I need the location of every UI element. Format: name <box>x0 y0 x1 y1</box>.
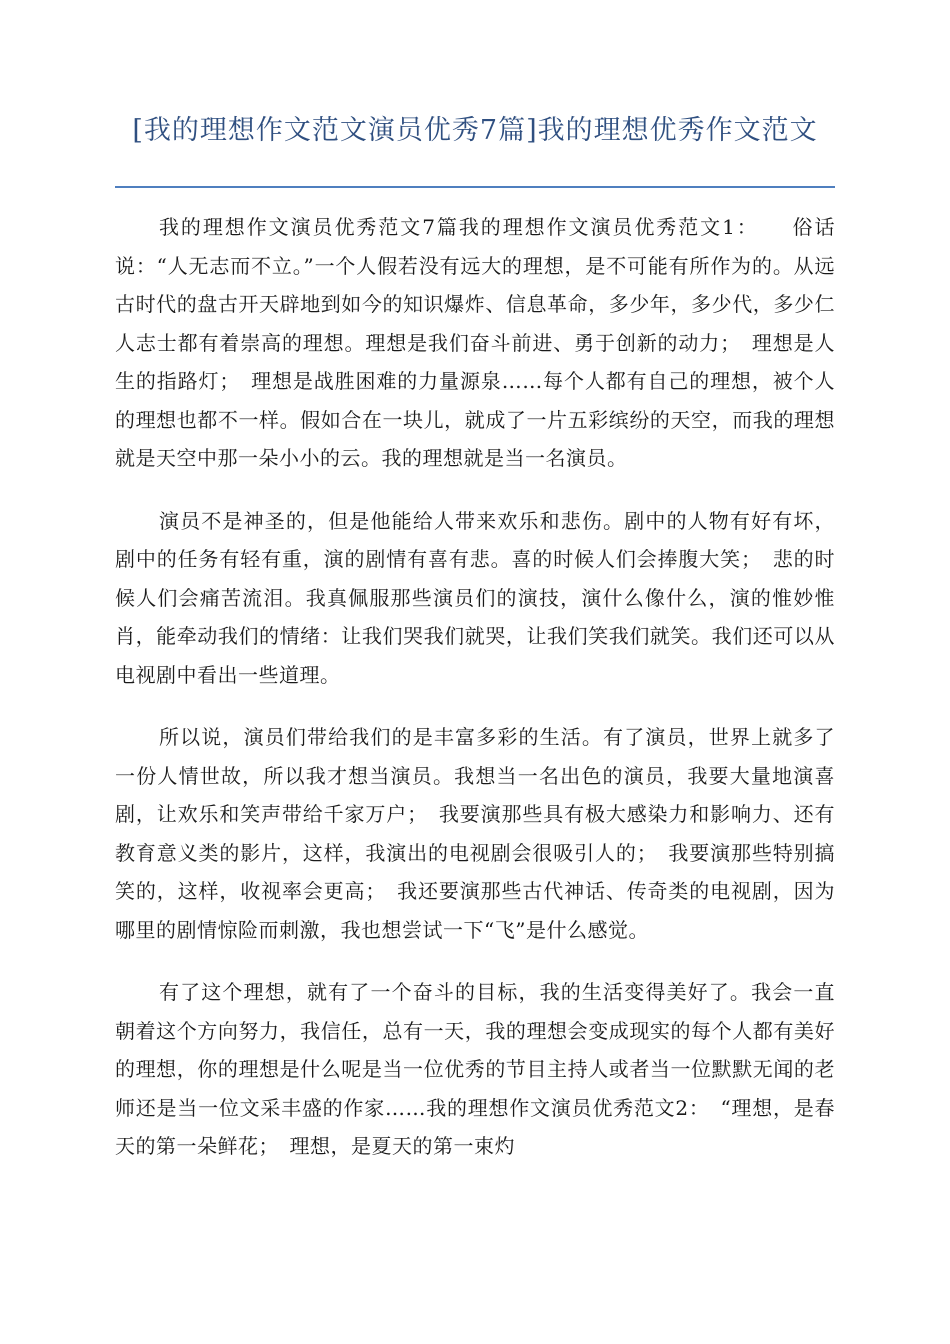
paragraph-1: 我的理想作文演员优秀范文7篇我的理想作文演员优秀范文1： 俗话说：“人无志而不立。”一个人假若没有远大的理想，是不可能有所作为的。从远古时代的盘古开天辟地到如今的知识爆炸、信息革命，多少年，多少代，多少仁人志士都有着崇高的理想。理想是我们奋斗前进、勇于创新的动力； 理想是人生的指路灯； 理想是战胜困难的力量源泉……每个人都有自己的理想，被个人的理想也都不一样。假如合在一块儿，就成了一片五彩缤纷的天空，而我的理想就是天空中那一朵小小的云。我的理想就是当一名演员。 <box>115 215 835 470</box>
paragraph-3: 所以说，演员们带给我们的是丰富多彩的生活。有了演员，世界上就多了一份人情世故，所以我才想当演员。我想当一名出色的演员，我要大量地演喜剧，让欢乐和笑声带给千家万户； 我要演那些具有极大感染力和影响力、还有教育意义类的影片，这样，我演出的电视剧会很吸引人的； 我要演那些特别搞笑的，这样，收视率会更高； 我还要演那些古代神话、传奇类的电视剧，因为哪里的剧情惊险而刺激，我也想尝试一下“飞”是什么感觉。 <box>115 725 835 942</box>
paragraph-2: 演员不是神圣的，但是他能给人带来欢乐和悲伤。剧中的人物有好有坏，剧中的任务有轻有重，演的剧情有喜有悲。喜的时候人们会捧腹大笑； 悲的时候人们会痛苦流泪。我真佩服那些演员们的演技，演什么像什么，演的惟妙惟肖，能牵动我们的情绪：让我们哭我们就哭，让我们笑我们就笑。我们还可以从电视剧中看出一些道理。 <box>115 508 835 687</box>
document-title: [我的理想作文范文演员优秀7篇]我的理想优秀作文范文 <box>132 115 818 146</box>
title-divider <box>115 186 835 188</box>
title-block <box>115 112 835 150</box>
document-body <box>115 208 835 1190</box>
paragraph-4: 有了这个理想，就有了一个奋斗的目标，我的生活变得美好了。我会一直朝着这个方向努力，我信任，总有一天，我的理想会变成现实的每个人都有美好的理想，你的理想是什么呢是当一位优秀的节目主持人或者当一位默默无闻的老师还是当一位文采丰盛的作家……我的理想作文演员优秀范文2： “理想，是春天的第一朵鲜花； 理想，是夏天的第一束灼 <box>115 980 835 1158</box>
